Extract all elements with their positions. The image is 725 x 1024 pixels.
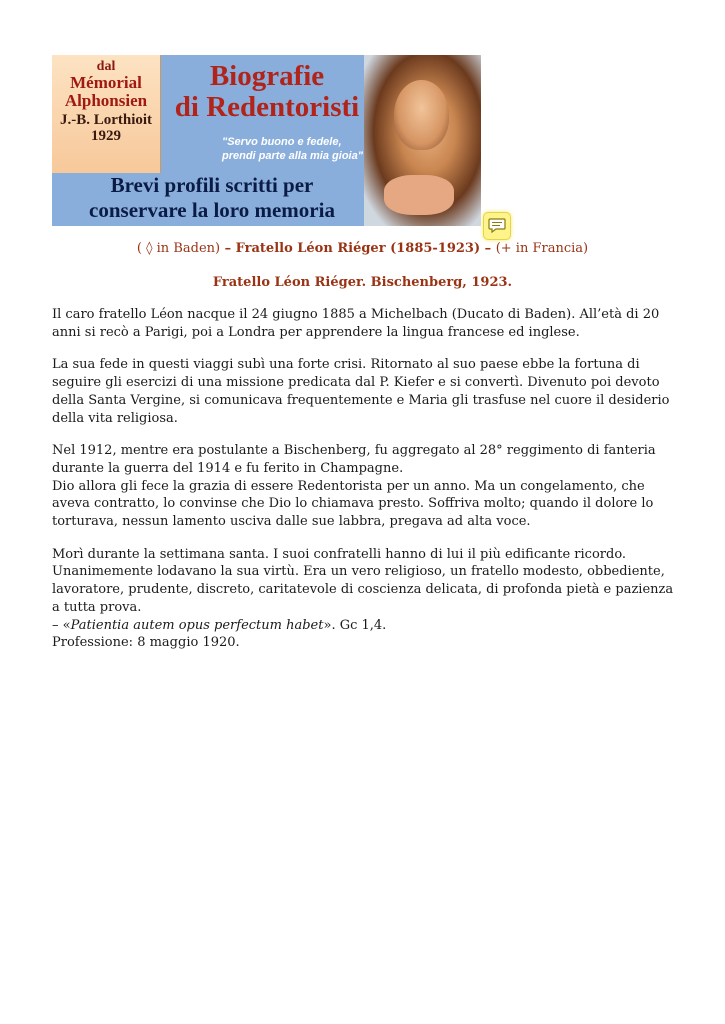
article-body [52, 306, 676, 667]
banner-image [52, 55, 481, 226]
person-name: Fratello Léon Riéger (1885-1923) [235, 241, 481, 256]
banner-quote-line1: "Servo buono e fedele, [222, 136, 342, 148]
banner-subtitle [52, 173, 372, 223]
banner-alphonsien: Alphonsien [64, 91, 148, 110]
paragraph-4-part-1: Morì durante la settimana santa. I suoi confratelli hanno di lui il più edificante ricordo. Unanimemente lodavano la sua virtù. Era un vero religioso, un fratello modesto, obbediente, lavoratore, prudente, discreto, caritatevole di coscienza delicata, di profonda pietà e pazienza a tutta prova. [52, 546, 674, 615]
paragraph-2: La sua fede in questi viaggi subì una forte crisi. Ritornato al suo paese ebbe la fortuna di seguire gli esercizi di una missione predicata dal P. Kiefer e si convertì. Divenuto poi devoto della Santa Vergine, si comunicava frequentemente e Maria gli trasfuse nel cuore il desiderio della vita religiosa. [52, 357, 670, 426]
comment-note-icon[interactable] [483, 212, 511, 240]
paragraph-1: Il caro fratello Léon nacque il 24 giugno 1885 a Michelbach (Ducato di Baden). All’età di 20 anni si recò a Parigi, poi a Londra per apprendere la lingua francese ed inglese. [52, 307, 660, 340]
death-place: (+ in Francia) [495, 241, 589, 256]
paragraph-4 [52, 546, 676, 652]
banner-quote-line2: prendi parte alla mia gioia" [222, 150, 363, 162]
banner-title-line2: di Redentoristi [174, 91, 360, 123]
paragraph-3 [52, 442, 676, 531]
latin-quote: Patientia autem opus perfectum habet [70, 617, 324, 633]
separator-1: – [220, 241, 236, 256]
banner-title-line1: Biografie [209, 60, 325, 92]
banner-bottom-line2: conservare la loro memoria [89, 198, 335, 222]
memorial-box [52, 55, 161, 173]
birth-place: ( ◊ in Baden) [136, 241, 221, 256]
paragraph-3-part-1: Nel 1912, mentre era postulante a Bischenberg, fu aggregato al 28° reggimento di fanteria durante la guerra del 1914 e fu ferito in Champagne. [52, 443, 656, 476]
banner-author: J.-B. Lorthioit [59, 112, 153, 128]
profession-date: Professione: 8 maggio 1920. [52, 635, 240, 651]
christ-portrait-image [364, 55, 481, 226]
banner-bottom-line1: Brevi profili scritti per [110, 173, 314, 197]
banner-memorial: Mémorial [70, 73, 142, 92]
banner-dal: dal [96, 59, 116, 74]
portrait-hand [384, 175, 454, 215]
header-line [0, 241, 725, 256]
scripture-quote-line [52, 617, 676, 635]
article-subtitle: Fratello Léon Riéger. Bischenberg, 1923. [212, 275, 513, 290]
banner-title [167, 61, 367, 123]
separator-2: – [480, 241, 496, 256]
paragraph-3-part-2: Dio allora gli fece la grazia di essere Redentorista per un anno. Ma un congelamento, che aveva contratto, lo convinse che Dio lo chiamava presto. Soffriva molto; quando il dolore lo torturava, nessun lamento usciva dalle sue labbra, pregava ad alta voce. [52, 478, 654, 530]
banner-year: 1929 [91, 128, 121, 144]
portrait-face [394, 80, 449, 150]
quote-suffix: ». Gc 1,4. [323, 617, 387, 633]
quote-prefix: – « [52, 617, 71, 633]
